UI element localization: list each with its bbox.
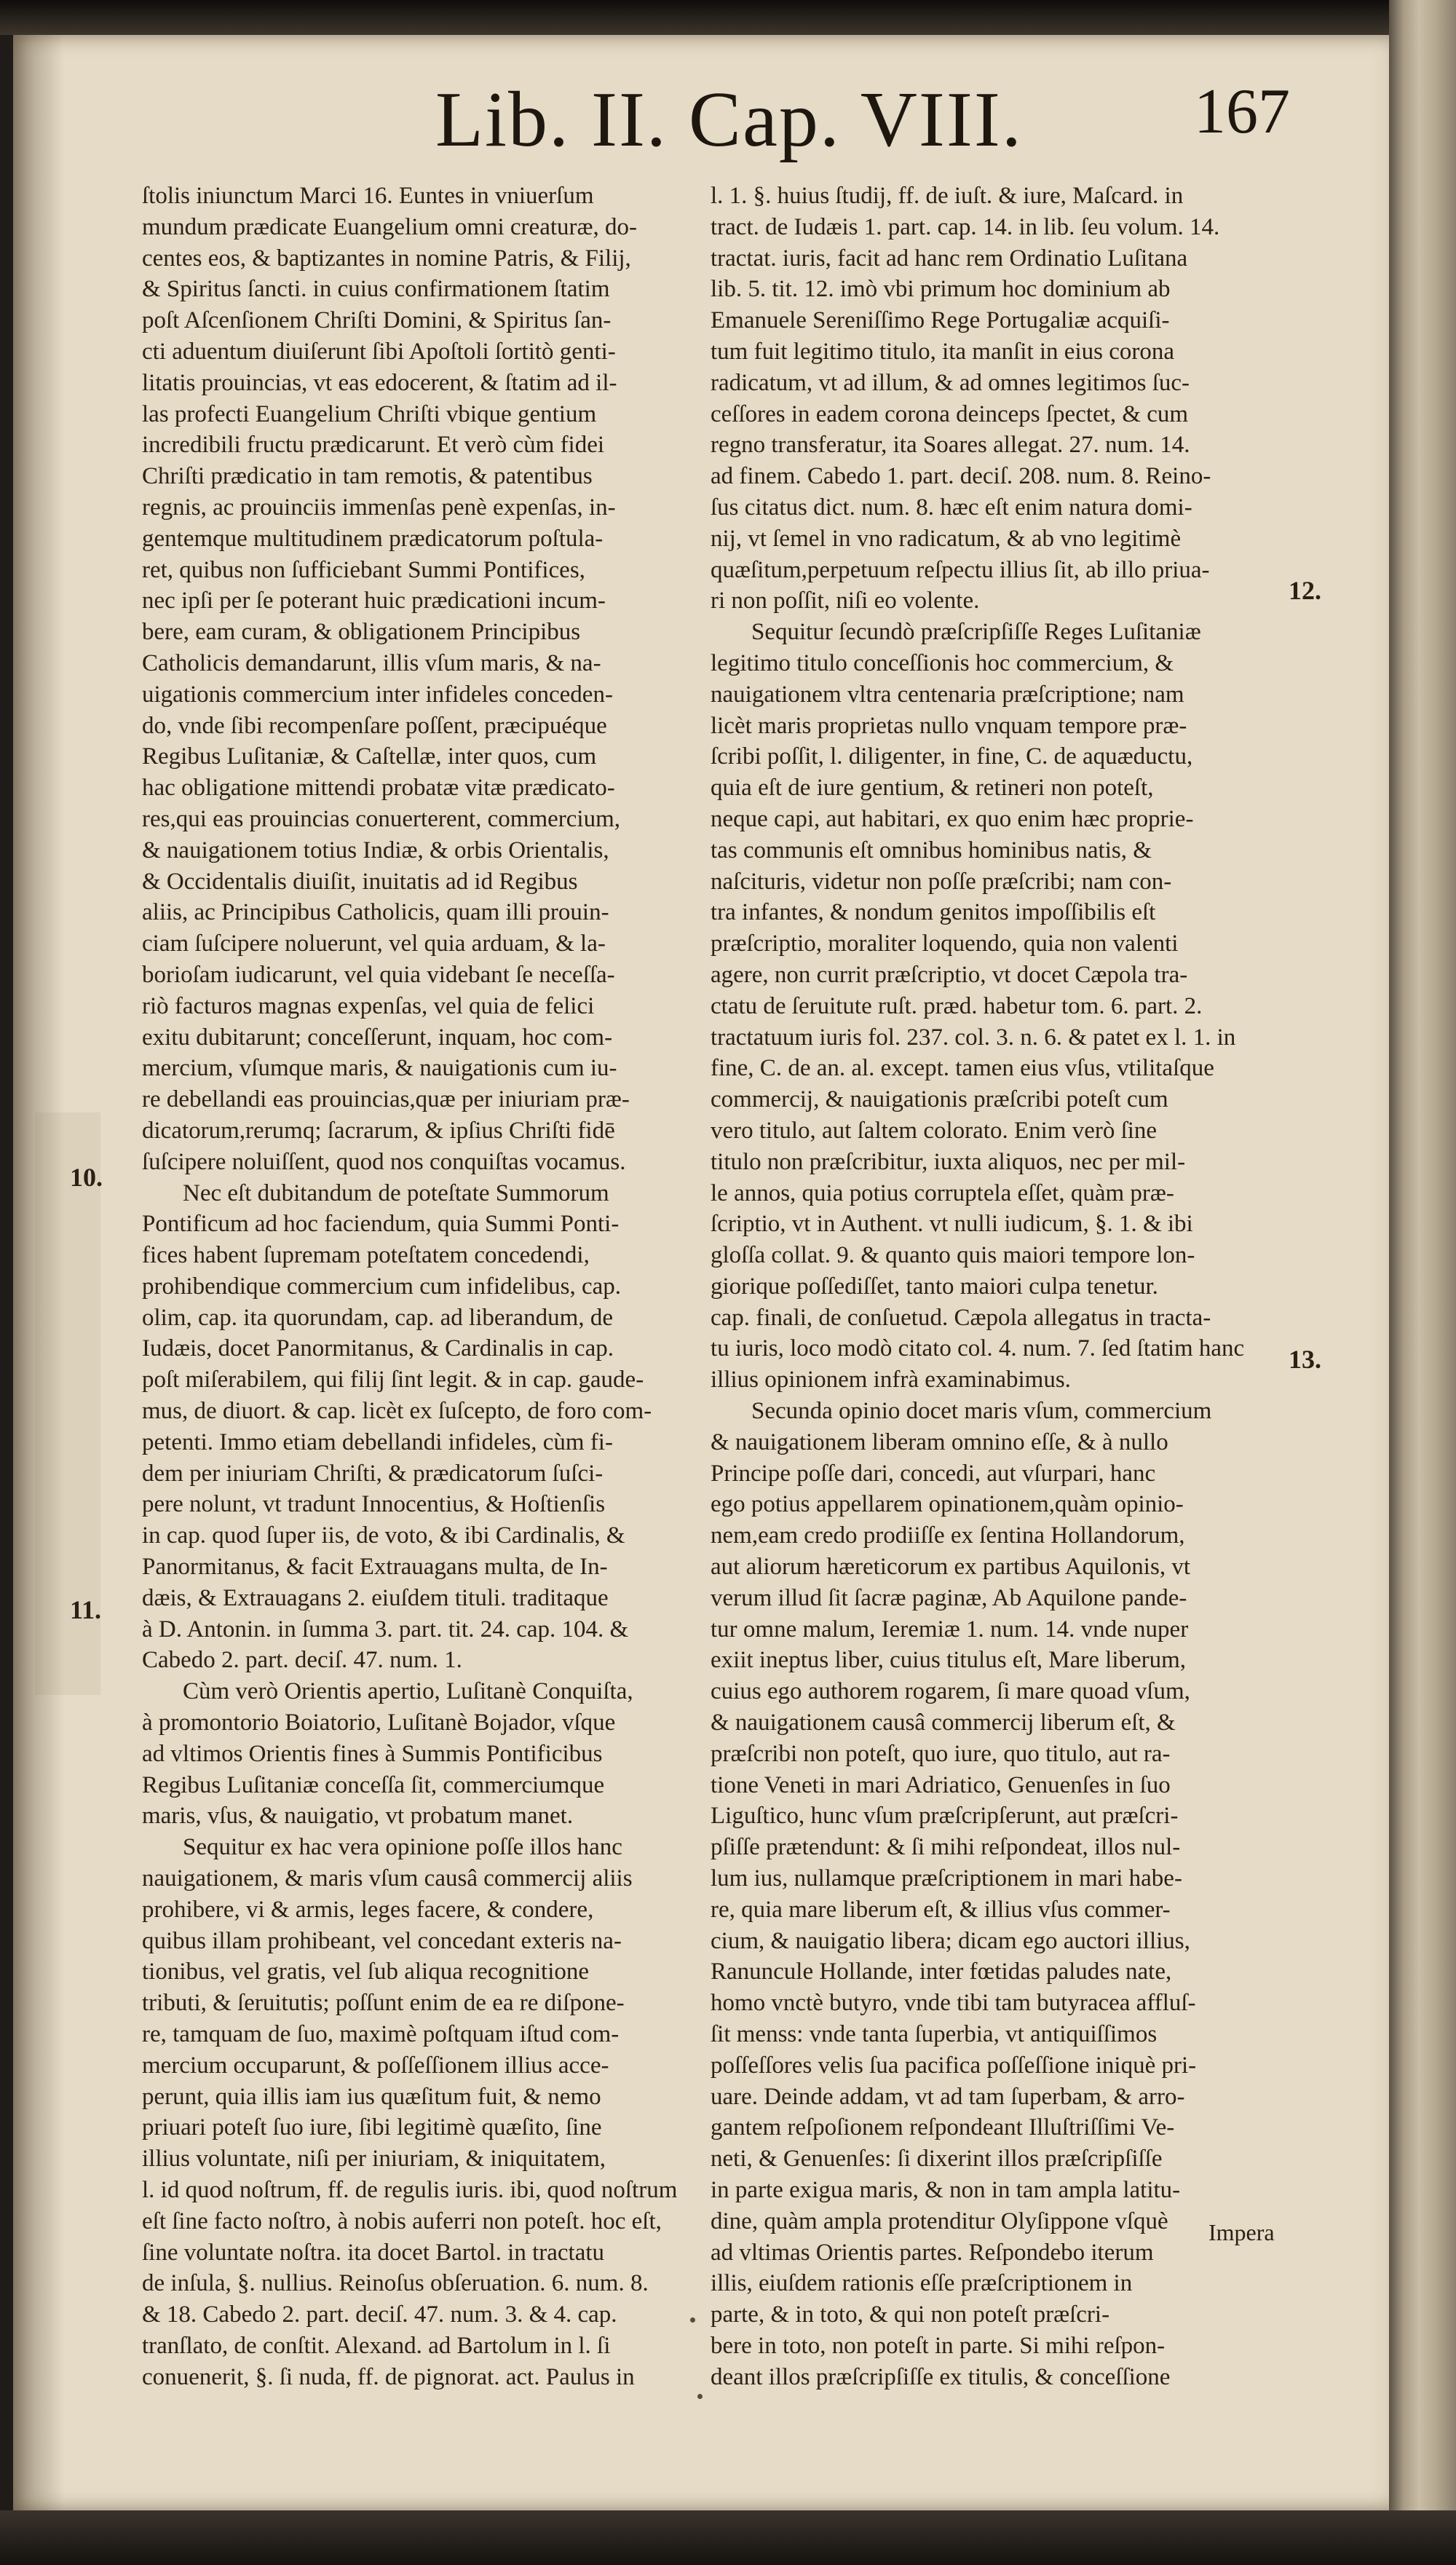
text-line: tributi, & ſeruitutis; poſſunt enim de ea re diſpone- — [142, 1990, 625, 2017]
ink-spot — [697, 2394, 703, 2399]
text-line: aut aliorum hæreticorum ex partibus Aquilonis, vt — [711, 1554, 1190, 1581]
text-line: Regibus Luſitaniæ, & Caſtellæ, inter quos, cum — [142, 743, 597, 770]
text-line: Secunda opinio docet maris vſum, commercium — [751, 1398, 1212, 1425]
text-line: re debellandi eas prouincias,quæ per iniuriam præ- — [142, 1086, 630, 1113]
text-line: dem per iniuriam Chriſti, & prædicatorum ſuſci- — [142, 1460, 604, 1487]
text-line: prohibendique commercium cum infidelibus, cap. — [142, 1273, 621, 1300]
text-line: ad vltimos Orientis fines à Summis Pontificibus — [142, 1740, 603, 1767]
text-line: nauigationem, & maris vſum causâ commercij aliis — [142, 1865, 633, 1892]
text-line: vero titulo, aut ſaltem colorato. Enim verò ſine — [711, 1117, 1158, 1144]
text-line: ad vltimas Orientis partes. Reſpondebo iterum — [711, 2239, 1154, 2266]
text-line: le annos, quia potius corruptela eſſet, quàm præ- — [711, 1179, 1174, 1206]
text-line: Cabedo 2. part. deciſ. 47. num. 1. — [142, 1647, 462, 1674]
text-line: tract. de Iudæis 1. part. cap. 14. in lib. ſeu volum. 14. — [711, 213, 1220, 240]
text-line: mercium, vſumque maris, & nauigationis cum iu- — [142, 1055, 617, 1082]
text-line: Panormitanus, & facit Extrauagans multa, de In- — [142, 1554, 608, 1581]
text-line: & nauigationem liberam omnino eſſe, & à nullo — [711, 1428, 1168, 1455]
text-line: riò facturos magnas expenſas, vel quia de felici — [142, 992, 595, 1019]
text-line: tractat. iuris, facit ad hanc rem Ordinatio Luſitana — [711, 245, 1188, 272]
text-line: illius voluntate, niſi per iniuriam, & iniquitatem, — [142, 2146, 606, 2173]
text-line: de inſula, §. nullius. Reinoſus obſeruation. 6. num. 8. — [142, 2270, 649, 2297]
text-line: poſt miſerabilem, qui filij ſint legit. & in cap. gaude- — [142, 1367, 644, 1394]
text-line: Nec eſt dubitandum de poteſtate Summorum — [183, 1179, 609, 1206]
text-line: tionibus, vel gratis, vel ſub aliqua recognitione — [142, 1959, 590, 1985]
text-line: dicatorum,rerumq; ſacrarum, & ipſius Chriſti fidē — [142, 1117, 615, 1144]
text-line: gloſſa collat. 9. & quanto quis maiori tempore lon- — [711, 1242, 1195, 1269]
page-number: 167 — [1194, 76, 1290, 147]
text-line: fices habent ſupremam poteſtatem concedendi, — [142, 1242, 590, 1269]
text-line: uigationis commercium inter infideles conceden- — [142, 681, 613, 708]
text-line: fine, C. de an. al. except. tamen eius vſus, vtilitaſque — [711, 1055, 1214, 1082]
text-line: maris, vſus, & nauigatio, vt probatum manet. — [142, 1803, 574, 1830]
text-line: ſine voluntate noſtra. ita docet Bartol. in tractatu — [142, 2239, 605, 2266]
text-line: Cùm verò Orientis apertio, Luſitanè Conquiſta, — [183, 1678, 633, 1705]
scan-bottom-shadow — [0, 2510, 1456, 2565]
text-line: pere nolunt, vt tradunt Innocentius, & Hoſtienſis — [142, 1491, 606, 1518]
right-text-column — [711, 181, 1264, 2393]
text-line: ſcribi poſſit, l. diligenter, in fine, C. de aquæductu, — [711, 743, 1193, 770]
text-line: ſtolis iniunctum Marci 16. Euntes in vniuerſum — [142, 183, 594, 209]
text-line: legitimo titulo conceſſionis hoc commercium, & — [711, 649, 1174, 676]
text-line: mundum prædicate Euangelium omni creaturæ, do- — [142, 213, 637, 240]
text-line: præſcribi non poteſt, quo iure, quo titulo, aut ra- — [711, 1740, 1171, 1767]
text-line: bere in toto, non poteſt in parte. Si mihi reſpon- — [711, 2332, 1166, 2359]
text-line: Pontificum ad hoc faciendum, quia Summi Ponti- — [142, 1211, 620, 1238]
text-line: in cap. quod ſuper iis, de voto, & ibi Cardinalis, & — [142, 1522, 625, 1549]
text-line: poſſeſſores velis ſua pacifica poſſeſſione iniquè pri- — [711, 2052, 1197, 2079]
text-line: & Occidentalis diuiſit, inuitatis ad id Regibus — [142, 868, 578, 895]
text-line: neque capi, aut habitari, ex quo enim hæc proprie- — [711, 805, 1194, 832]
text-line: perunt, quia illis iam ius quæſitum fuit, & nemo — [142, 2083, 601, 2110]
page-edge — [1389, 0, 1456, 2565]
text-line: tione Veneti in mari Adriatico, Genuenſes in ſuo — [711, 1771, 1171, 1798]
text-line: priuari poteſt ſuo iure, ſibi legitimè quæſito, ſine — [142, 2114, 602, 2141]
text-line: mercium occuparunt, & poſſeſſionem illius acce- — [142, 2052, 609, 2079]
text-line: ſcriptio, vt in Authent. vt nulli iudicum, §. 1. & ibi — [711, 1211, 1193, 1238]
text-line: illis, eiuſdem rationis eſſe præſcriptionem in — [711, 2270, 1133, 2297]
text-line: Liguſtico, hunc vſum præſcripſerunt, aut præſcri- — [711, 1803, 1179, 1830]
text-line: regnis, ac prouinciis immenſas penè expenſas, in- — [142, 494, 616, 521]
scan-top-shadow — [0, 0, 1456, 35]
text-line: re, quia mare liberum eſt, & illius vſus commer- — [711, 1896, 1171, 1923]
text-line: in parte exigua maris, & non in tam ampla latitu- — [711, 2177, 1181, 2203]
text-line: ri non poſſit, niſi eo volente. — [711, 588, 980, 614]
text-line: cap. finali, de conſuetud. Cæpola allegatus in tracta- — [711, 1304, 1211, 1331]
text-line: Emanuele Sereniſſimo Rege Portugaliæ acquiſi- — [711, 307, 1170, 334]
text-line: à D. Antonin. in ſumma 3. part. tit. 24. cap. 104. & — [142, 1616, 629, 1643]
text-line: exiit ineptus liber, cuius titulus eſt, Mare liberum, — [711, 1647, 1187, 1674]
text-line: titulo non præſcribitur, iuxta aliquos, nec per mil- — [711, 1148, 1186, 1175]
text-line: ctatu de ſeruitute ruſt. præd. habetur tom. 6. part. 2. — [711, 992, 1203, 1019]
text-line: tractatuum iuris fol. 237. col. 3. n. 6. & patet ex l. 1. in — [711, 1024, 1236, 1051]
text-line: olim, cap. ita quorundam, cap. ad liberandum, de — [142, 1304, 613, 1331]
text-line: res,qui eas prouincias conuerterent, commercium, — [142, 805, 621, 832]
text-line: deant illos præſcripſiſſe ex titulis, & conceſſione — [711, 2363, 1171, 2390]
text-line: à promontorio Boiatorio, Luſitanè Bojador, vſque — [142, 1710, 616, 1736]
text-line: præſcriptio, moraliter loquendo, quia non valenti — [711, 930, 1179, 957]
left-text-column — [142, 181, 703, 2393]
text-line: Sequitur ex hac vera opinione poſſe illos hanc — [183, 1834, 622, 1861]
text-line: agere, non currit præſcriptio, vt docet Cæpola tra- — [711, 961, 1188, 988]
text-line: verum illud ſit ſacræ paginæ, Ab Aquilone pande- — [711, 1584, 1187, 1611]
text-line: Sequitur ſecundò præſcripſiſſe Reges Luſitaniæ — [751, 619, 1201, 646]
text-line: nij, vt ſemel in vno radicatum, & ab vno legitimè — [711, 525, 1182, 552]
text-line: poſt Aſcenſionem Chriſti Domini, & Spiritus ſan- — [142, 307, 612, 334]
text-line: eſt ſine facto noſtro, à nobis auferri non poteſt. hoc eſt, — [142, 2208, 662, 2234]
text-line: ſit menss: vnde tanta ſuperbia, vt antiquiſſimos — [711, 2021, 1158, 2048]
text-line: lib. 5. tit. 12. imò vbi primum hoc dominium ab — [711, 276, 1171, 303]
text-line: ciam ſuſcipere noluerunt, vel quia arduam, & la- — [142, 930, 606, 957]
text-line: exitu dubitarunt; conceſſerunt, inquam, hoc com- — [142, 1024, 613, 1051]
text-line: nauigationem vltra centenaria præſcriptione; nam — [711, 681, 1184, 708]
text-line: dine, quàm ampla protenditur Olyſippone vſquè — [711, 2208, 1168, 2234]
text-line: mus, de diuort. & cap. licèt ex ſuſcepto, de foro com- — [142, 1398, 652, 1425]
text-line: ſus citatus dict. num. 8. hæc eſt enim natura domi- — [711, 494, 1192, 521]
running-title: Lib. II. Cap. VIII. — [435, 76, 1023, 163]
text-line: Catholicis demandarunt, illis vſum maris, & na- — [142, 649, 601, 676]
text-line: lum ius, nullamque præſcriptionem in mari habe- — [711, 1865, 1182, 1892]
text-line: tum fuit legitimo titulo, ita manſit in eius corona — [711, 338, 1174, 365]
text-line: & nauigationem causâ commercij liberum eſt, & — [711, 1710, 1176, 1736]
page-header — [13, 75, 1405, 163]
text-line: tas communis eſt omnibus hominibus natis, & — [711, 837, 1152, 863]
text-line: naſcituris, videtur non poſſe præſcribi; nam con- — [711, 868, 1172, 895]
text-line: licèt maris proprietas nullo vnquam tempore præ- — [711, 712, 1187, 739]
text-line: giorique poſſediſſet, tanto maiori culpa tenetur. — [711, 1273, 1158, 1300]
book-page — [13, 35, 1405, 2510]
text-line: cuius ego authorem rogarem, ſi mare quoad vſum, — [711, 1678, 1190, 1705]
text-line: centes eos, & baptizantes in nomine Patris, & Filij, — [142, 245, 631, 272]
text-line: gantem reſpoſionem reſpondeant Illuſtriſſimi Ve- — [711, 2114, 1175, 2141]
margin-number-11: 11. — [70, 1595, 102, 1624]
text-line: & nauigationem totius Indiæ, & orbis Orientalis, — [142, 837, 609, 863]
text-line: aliis, ac Principibus Catholicis, quam illi prouin- — [142, 899, 609, 926]
text-line: do, vnde ſibi recompenſare poſſent, præcipuéque — [142, 712, 607, 739]
text-line: regno transferatur, ita Soares allegat. 27. num. 14. — [711, 432, 1190, 459]
margin-number-10: 10. — [70, 1163, 103, 1192]
text-line: l. 1. §. huius ſtudij, ff. de iuſt. & iure, Maſcard. in — [711, 183, 1184, 209]
text-line: Iudæis, docet Panormitanus, & Cardinalis in cap. — [142, 1335, 614, 1362]
text-line: homo vnctè butyro, vnde tibi tam butyracea affluſ- — [711, 1990, 1196, 2017]
text-line: tu iuris, loco modò citato col. 4. num. 7. ſed ſtatim hanc — [711, 1335, 1245, 1362]
text-line: quæſitum,perpetuum reſpectu illius ſit, ab illo priua- — [711, 556, 1210, 583]
text-line: tur omne malum, Ieremiæ 1. num. 14. vnde nuper — [711, 1616, 1189, 1643]
text-line: neti, & Genuenſes: ſi dixerint illos præſcripſiſſe — [711, 2146, 1163, 2173]
catchword: Impera — [1208, 2219, 1275, 2245]
text-line: illius opinionem infrà examinabimus. — [711, 1367, 1071, 1394]
text-line: ego potius appellarem opinationem,quàm opinio- — [711, 1491, 1184, 1518]
text-line: incredibili fructu prædicarunt. Et verò cùm fidei — [142, 432, 605, 459]
text-line: nec ipſi per ſe poterant huic prædicationi incum- — [142, 588, 606, 614]
text-line: cium, & nauigatio libera; dicam ego auctori illius, — [711, 1927, 1190, 1954]
text-line: Regibus Luſitaniæ conceſſa ſit, commerciumque — [142, 1771, 605, 1798]
text-line: radicatum, vt ad illum, & ad omnes legitimos ſuc- — [711, 369, 1190, 396]
text-line: commercij, & nauigationis præſcribi poteſt cum — [711, 1086, 1168, 1113]
text-line: & 18. Cabedo 2. part. deciſ. 47. num. 3. & 4. cap. — [142, 2301, 617, 2328]
text-line: re, tamquam de ſuo, maximè poſtquam iſtud com- — [142, 2021, 620, 2048]
text-line: ad finem. Cabedo 1. part. deciſ. 208. num. 8. Reino- — [711, 463, 1211, 490]
text-line: borioſam iudicarunt, vel quia videbant ſe neceſſa- — [142, 961, 615, 988]
margin-number-12: 12. — [1289, 576, 1321, 605]
text-line: tranſlato, de conſtit. Alexand. ad Bartolum in l. ſi — [142, 2332, 611, 2359]
text-line: bere, eam curam, & obligationem Principibus — [142, 619, 581, 646]
text-line: dæis, & Extrauagans 2. eiuſdem tituli. traditaque — [142, 1584, 609, 1611]
text-line: nem,eam credo prodiiſſe ex ſentina Hollandorum, — [711, 1522, 1185, 1549]
text-line: litatis prouincias, vt eas edocerent, & ſtatim ad il- — [142, 369, 617, 396]
text-line: prohibere, vi & armis, leges facere, & condere, — [142, 1896, 594, 1923]
text-line: parte, & in toto, & qui non poteſt præſcri- — [711, 2301, 1110, 2328]
text-line: Ranuncule Hollande, inter fœtidas paludes nate, — [711, 1959, 1172, 1985]
text-line: tra infantes, & nondum genitos impoſſibilis eſt — [711, 899, 1156, 926]
text-line: gentemque multitudinem prædicatorum poſtula- — [142, 525, 604, 552]
text-line: hac obligatione mittendi probatæ vitæ prædicato- — [142, 775, 615, 802]
text-line: Chriſti prædicatio in tam remotis, & patentibus — [142, 463, 593, 490]
text-line: las profecti Euangelium Chriſti vbique gentium — [142, 400, 597, 427]
text-line: quia eſt de iure gentium, & retineri non poteſt, — [711, 775, 1154, 802]
text-line: cti aduentum diuiſerunt ſibi Apoſtoli ſortitò genti- — [142, 338, 616, 365]
text-line: ſuſcipere noluiſſent, quod nos conquiſtas vocamus. — [142, 1148, 626, 1175]
text-line: ceſſores in eadem corona deinceps ſpectet, & cum — [711, 400, 1189, 427]
text-line: conuenerit, §. ſi nuda, ff. de pignorat. act. Paulus in — [142, 2363, 635, 2390]
text-line: l. id quod noſtrum, ff. de regulis iuris. ibi, quod noſtrum — [142, 2177, 678, 2203]
text-line: & Spiritus ſancti. in cuius confirmationem ſtatim — [142, 276, 610, 303]
ink-spot — [690, 2317, 695, 2323]
text-line: petenti. Immo etiam debellandi infideles, cùm fi- — [142, 1428, 613, 1455]
text-line: uare. Deinde addam, vt ad tam ſuperbam, & arro- — [711, 2083, 1185, 2110]
text-line: ret, quibus non ſufficiebant Summi Pontifices, — [142, 556, 585, 583]
text-line: quibus illam prohibeant, vel concedant exteris na- — [142, 1927, 622, 1954]
text-line: Principe poſſe dari, concedi, aut vſurpari, hanc — [711, 1460, 1156, 1487]
text-line: pſiſſe prætendunt: & ſi mihi reſpondeat, illos nul- — [711, 1834, 1181, 1861]
margin-number-13: 13. — [1289, 1345, 1321, 1374]
